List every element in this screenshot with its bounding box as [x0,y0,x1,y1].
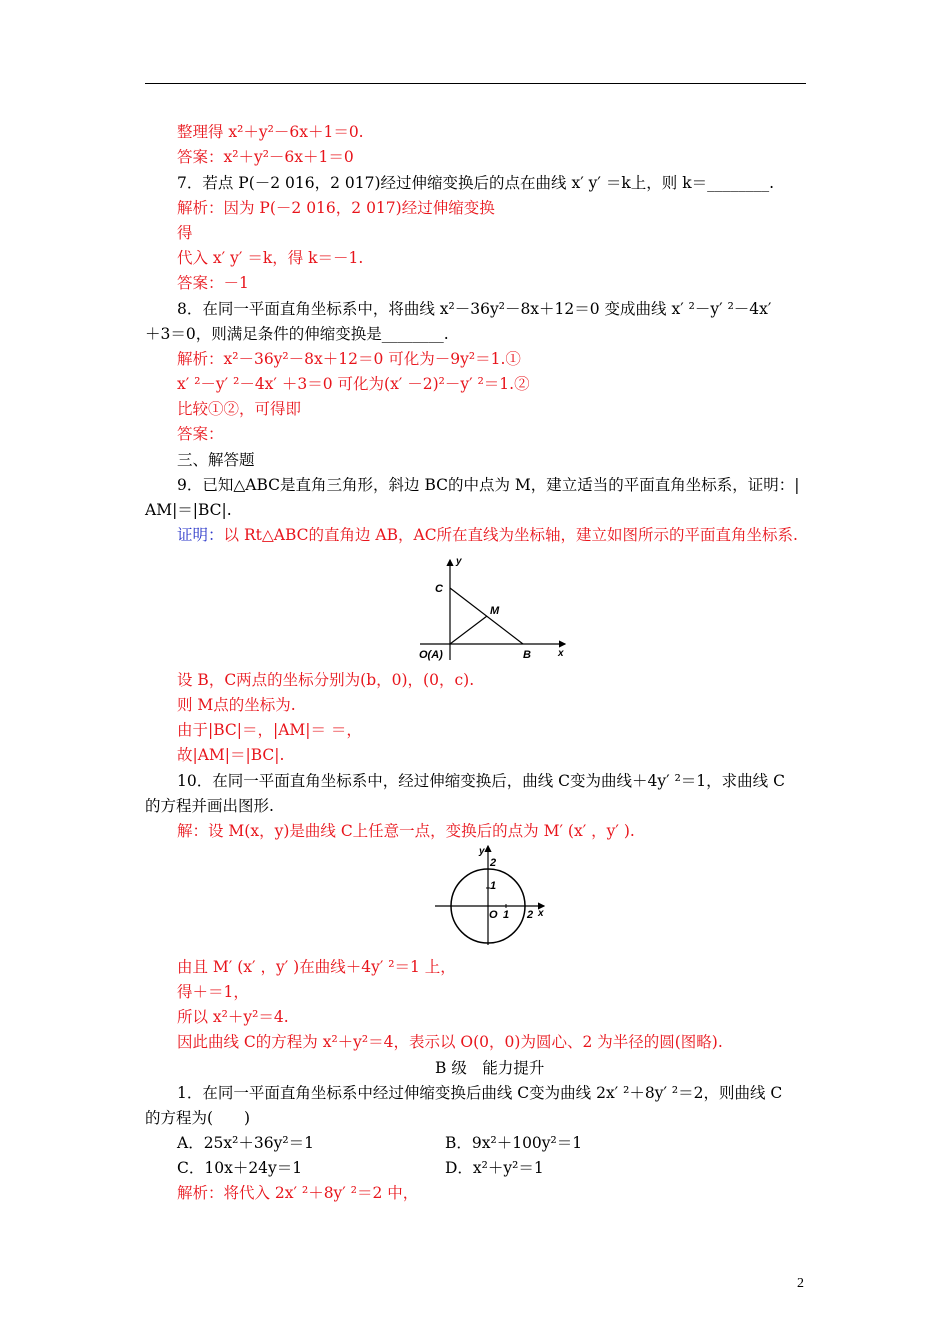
point-b-label: B [523,649,531,661]
solution-10: 解：设 M(x，y)是曲线 C上任意一点，变换后的点为 M′ (x′ ，y′ ). [177,822,635,840]
text-line: 解析：因为 P(－2 016，2 017)经过伸缩变换 [177,199,495,217]
proof-9: 证明：以 Rt△ABC的直角边 AB，AC所在直线为坐标轴，建立如图所示的平面直角坐标系. [177,526,798,544]
text-line: 则 M点的坐标为. [177,696,296,714]
text-line: 由于|BC|＝，|AM|＝ ＝， [177,721,362,739]
point-m-label: M [490,605,500,617]
text-line: x′ ²－y′ ²－4x′ ＋3＝0 可化为(x′ －2)²－y′ ²＝1.② [177,375,530,393]
text-line: ＋3＝0，则满足条件的伸缩变换是________. [145,325,449,343]
text-line: 解析：x²－36y²－8x＋12＝0 可化为－9y²＝1.① [177,350,521,368]
tick-label-y1: 1 [490,880,497,892]
text-line: 的方程并画出图形. [145,797,274,815]
header-rule [145,83,806,84]
figure-triangle [415,550,575,665]
text-line: 比较①②，可得即 [177,400,302,418]
option-a: A．25x²＋36y²＝1 [177,1134,314,1152]
answer-8: 答案： [177,425,224,443]
answer-7: 答案：－1 [177,274,249,292]
text-line: 得＋＝1， [177,983,249,1001]
text-line: 的方程为( ) [145,1109,251,1127]
y-axis-label: y [479,846,485,857]
question-7: 7．若点 P(－2 016，2 017)经过伸缩变换后的点在曲线 x′ y′ ＝k上，则 k＝________. [177,174,775,192]
text-line: 设 B，C两点的坐标分别为(b，0)，(0，c). [177,671,475,689]
x-axis-label: x [538,908,544,919]
point-c-label: C [435,583,443,595]
page-number: 2 [797,1276,804,1291]
text-line: AM|＝|BC|. [145,501,232,519]
section-heading: 三、解答题 [177,451,255,469]
option-b: B．9x²＋100y²＝1 [445,1134,583,1152]
text-line: 代入 x′ y′ ＝k，得 k＝－1. [177,249,364,267]
origin-label: O(A) [419,649,443,661]
proof-prefix: 证明： [177,526,224,544]
question-8: 8．在同一平面直角坐标系中，将曲线 x²－36y²－8x＋12＝0 变成曲线 x′ ²－y′ ²－4x′ [177,300,772,318]
text-line: 所以 x²＋y²＝4. [177,1008,289,1026]
origin-label: O [489,909,498,921]
text-line: 解析：将代入 2x′ ²＋8y′ ²＝2 中， [177,1184,419,1202]
question-9: 9．已知△ABC是直角三角形，斜边 BC的中点为 M，建立适当的平面直角坐标系，证明：| [177,476,800,494]
text-line: 因此曲线 C的方程为 x²＋y²＝4，表示以 O(0，0)为圆心、2 为半径的圆(图略). [177,1033,723,1051]
text-line: 故|AM|＝|BC|. [177,746,285,764]
tick-label-y2: 2 [490,857,497,869]
tick-label-x1: 1 [503,909,510,921]
section-heading: B 级 能力提升 [435,1059,545,1077]
option-d: D．x²＋y²＝1 [445,1159,544,1177]
text-line: 整理得 x²＋y²－6x＋1＝0. [177,123,364,141]
question-b1: 1．在同一平面直角坐标系中经过伸缩变换后曲线 C变为曲线 2x′ ²＋8y′ ²＝2，则曲线 C [177,1084,783,1102]
option-c: C．10x＋24y＝1 [177,1159,303,1177]
figure-circle [432,842,552,947]
question-10: 10．在同一平面直角坐标系中，经过伸缩变换后，曲线 C变为曲线＋4y′ ²＝1，求曲线 C [177,772,785,790]
x-axis-label: x [558,648,564,659]
text-line: 答案：x²＋y²－6x＋1＝0 [177,148,354,166]
text-line: 由且 M′ (x′ ，y′ )在曲线＋4y′ ²＝1 上， [177,958,456,976]
tick-label-x2: 2 [527,909,534,921]
y-axis-label: y [456,556,462,567]
text-line: 得 [177,224,193,242]
